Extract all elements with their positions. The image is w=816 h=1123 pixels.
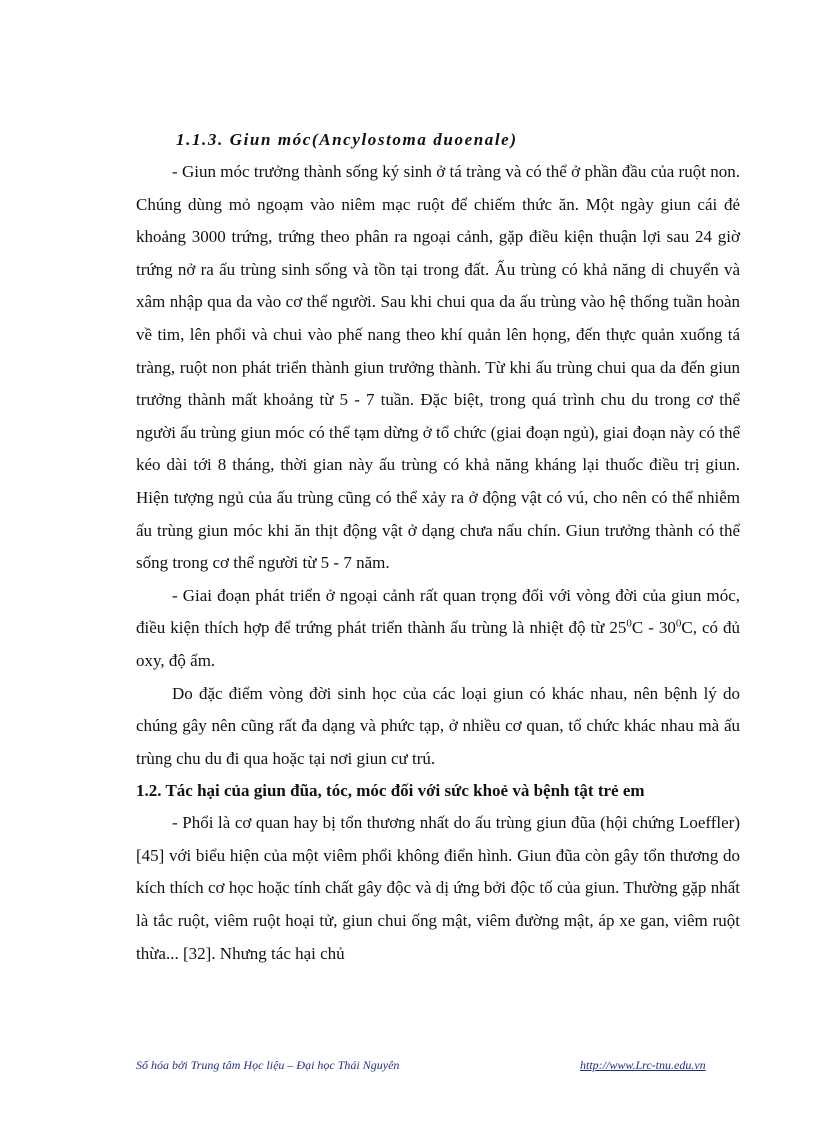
- paragraph-lung-damage: - Phổi là cơ quan hay bị tổn thương nhất do ấu trùng giun đũa (hội chứng Loeffler) [45] với biểu hiện của một viêm phổi không điển hình. Giun đũa còn gây tổn thương do kích thích cơ học hoặc tính chất gây độc và dị ứng bởi độc tố của giun. Thường gặp nhất là tắc ruột, viêm ruột hoại tử, giun chui ống mật, viêm đường mật, áp xe gan, viêm ruột thừa... [32]. Nhưng tác hại chủ: [136, 813, 740, 963]
- degree-superscript: 0: [675, 617, 682, 630]
- paragraph-hookworm-lifecycle: - Giun móc trưởng thành sống ký sinh ở tá tràng và có thể ở phần đầu của ruột non. Chúng dùng mỏ ngoạm vào niêm mạc ruột để chiếm thức ăn. Một ngày giun cái đẻ khoảng 3000 trứng, trứng theo phân ra ngoại cảnh, gặp điều kiện thuận lợi sau 24 giờ trứng nở ra ấu trùng sinh sống và tồn tại trong đất. Ấu trùng có khả năng di chuyển và xâm nhập qua da vào cơ thể người. Sau khi chui qua da ấu trùng vào hệ thống tuần hoàn về tim, lên phổi và chui vào phế nang theo khí quản lên họng, đến thực quản xuống tá tràng, ruột non phát triển thành giun trưởng thành. Từ khi ấu trùng chui qua da đến giun trưởng thành mất khoảng từ 5 - 7 tuần. Đặc biệt, trong quá trình chu du trong cơ thể người ấu trùng giun móc có thể tạm dừng ở tổ chức (giai đoạn ngủ), giai đoạn này có thể kéo dài tới 8 tháng, thời gian này ấu trùng có khả năng kháng lại thuốc điều trị giun. Hiện tượng ngủ của ấu trùng cũng có thể xảy ra ở động vật có vú, cho nên có thể nhiễm ấu trùng giun móc khi ăn thịt động vật ở dạng chưa nấu chín. Giun trưởng thành có thể sống trong cơ thể người từ 5 - 7 năm.: [136, 162, 740, 573]
- section-heading-1-2: 1.2. Tác hại của giun đũa, tóc, móc đối với sức khoẻ và bệnh tật trẻ em: [136, 781, 645, 801]
- section-heading-1-1-3: 1.1.3. Giun móc(Ancylostoma duoenale): [176, 130, 518, 149]
- footer-source: Số hóa bởi Trung tâm Học liệu – Đại học Thái Nguyên: [136, 1058, 400, 1072]
- paragraph-external-development: [136, 580, 740, 678]
- degree-superscript: 0: [626, 617, 632, 630]
- paragraph-text: - Giai đoạn phát triển ở ngoại cảnh rất quan trọng đối với vòng đời của giun móc, điều kiện thích hợp để trứng phát triển thành ấu trùng là nhiệt độ từ: [136, 585, 740, 638]
- footer-link[interactable]: http://www.Lrc-tnu.edu.vn: [580, 1058, 706, 1072]
- page-content: [136, 124, 740, 970]
- temperature-low: 25: [609, 618, 627, 638]
- paragraph-text-end: C, có đủ oxy, độ ẩm.: [136, 618, 741, 670]
- temperature-range: C - 30: [631, 618, 676, 638]
- paragraph-pathology: Do đặc điểm vòng đời sinh học của các loại giun có khác nhau, nên bệnh lý do chúng gây nên cũng rất đa dạng và phức tạp, ở nhiều cơ quan, tổ chức khác nhau mà ấu trùng chu du đi qua hoặc tại nơi giun cư trú.: [136, 683, 740, 768]
